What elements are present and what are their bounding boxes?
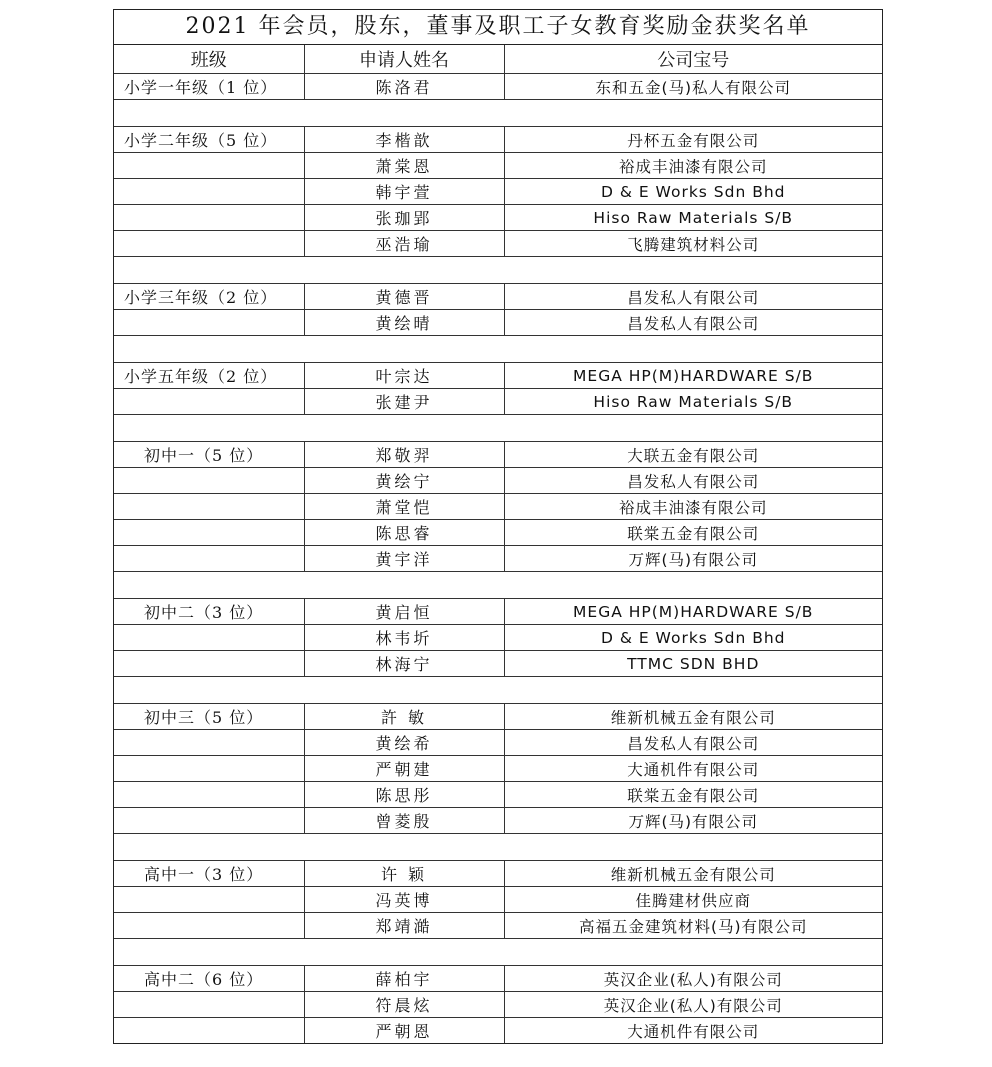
- grade-level-cell: 小学五年级（2 位）: [114, 363, 304, 389]
- applicant-name-cell: 陈洛君: [304, 74, 504, 100]
- grade-level-cell: 小学一年级（1 位）: [114, 74, 304, 100]
- applicant-name-cell: 萧棠恩: [304, 153, 504, 179]
- table-row: [114, 442, 882, 468]
- grade-level-cell: [114, 520, 304, 546]
- award-table: [114, 45, 882, 1043]
- applicant-name-cell: 冯英博: [304, 887, 504, 913]
- grade-level-cell: [114, 468, 304, 494]
- table-row: [114, 363, 882, 389]
- company-name-cell: 裕成丰油漆有限公司: [504, 153, 882, 179]
- grade-level-cell: [114, 992, 304, 1018]
- company-name-cell: 昌发私人有限公司: [504, 284, 882, 310]
- award-list-document: [113, 9, 883, 1044]
- applicant-name-cell: 陈思睿: [304, 520, 504, 546]
- company-name-cell: 飞腾建筑材料公司: [504, 231, 882, 257]
- company-name-cell: 英汉企业(私人)有限公司: [504, 992, 882, 1018]
- grade-level-cell: [114, 651, 304, 677]
- company-name-cell: 昌发私人有限公司: [504, 310, 882, 336]
- applicant-name-cell: 黄德晋: [304, 284, 504, 310]
- company-name-cell: D & E Works Sdn Bhd: [504, 625, 882, 651]
- company-name-cell: MEGA HP(M)HARDWARE S/B: [504, 599, 882, 625]
- company-name-cell: 大联五金有限公司: [504, 442, 882, 468]
- table-row: [114, 74, 882, 100]
- company-name-cell: 万辉(马)有限公司: [504, 546, 882, 572]
- group-separator-row: [114, 834, 882, 861]
- applicant-name-cell: 林韦圻: [304, 625, 504, 651]
- separator-cell: [114, 939, 882, 966]
- separator-cell: [114, 834, 882, 861]
- grade-level-cell: 高中二（6 位）: [114, 966, 304, 992]
- grade-level-cell: [114, 913, 304, 939]
- company-name-cell: Hiso Raw Materials S/B: [504, 205, 882, 231]
- table-row: [114, 546, 882, 572]
- header-company: 公司宝号: [504, 45, 882, 74]
- table-row: [114, 494, 882, 520]
- table-row: [114, 808, 882, 834]
- company-name-cell: 万辉(马)有限公司: [504, 808, 882, 834]
- applicant-name-cell: 黄绘晴: [304, 310, 504, 336]
- separator-cell: [114, 677, 882, 704]
- company-name-cell: 东和五金(马)私人有限公司: [504, 74, 882, 100]
- applicant-name-cell: 黄宇洋: [304, 546, 504, 572]
- grade-level-cell: [114, 756, 304, 782]
- company-name-cell: 昌发私人有限公司: [504, 468, 882, 494]
- grade-level-cell: 小学二年级（5 位）: [114, 127, 304, 153]
- table-row: [114, 389, 882, 415]
- applicant-name-cell: 黄绘希: [304, 730, 504, 756]
- company-name-cell: 联棠五金有限公司: [504, 782, 882, 808]
- company-name-cell: 裕成丰油漆有限公司: [504, 494, 882, 520]
- table-header-row: [114, 45, 882, 74]
- table-row: [114, 730, 882, 756]
- table-row: [114, 887, 882, 913]
- applicant-name-cell: 符晨炫: [304, 992, 504, 1018]
- applicant-name-cell: 許 敏: [304, 704, 504, 730]
- applicant-name-cell: 严朝恩: [304, 1018, 504, 1044]
- company-name-cell: D & E Works Sdn Bhd: [504, 179, 882, 205]
- applicant-name-cell: 萧堂恺: [304, 494, 504, 520]
- company-name-cell: 维新机械五金有限公司: [504, 861, 882, 887]
- grade-level-cell: [114, 546, 304, 572]
- separator-cell: [114, 415, 882, 442]
- table-row: [114, 861, 882, 887]
- table-row: [114, 310, 882, 336]
- grade-level-cell: [114, 625, 304, 651]
- group-separator-row: [114, 100, 882, 127]
- company-name-cell: 昌发私人有限公司: [504, 730, 882, 756]
- company-name-cell: Hiso Raw Materials S/B: [504, 389, 882, 415]
- group-separator-row: [114, 415, 882, 442]
- applicant-name-cell: 李楷歆: [304, 127, 504, 153]
- company-name-cell: 大通机件有限公司: [504, 756, 882, 782]
- header-level: 班级: [114, 45, 304, 74]
- company-name-cell: 英汉企业(私人)有限公司: [504, 966, 882, 992]
- table-row: [114, 179, 882, 205]
- applicant-name-cell: 黄绘宁: [304, 468, 504, 494]
- grade-level-cell: [114, 153, 304, 179]
- table-row: [114, 520, 882, 546]
- applicant-name-cell: 林海宁: [304, 651, 504, 677]
- table-row: [114, 782, 882, 808]
- group-separator-row: [114, 939, 882, 966]
- table-row: [114, 992, 882, 1018]
- grade-level-cell: 小学三年级（2 位）: [114, 284, 304, 310]
- grade-level-cell: [114, 730, 304, 756]
- grade-level-cell: 初中三（5 位）: [114, 704, 304, 730]
- applicant-name-cell: 张珈郢: [304, 205, 504, 231]
- group-separator-row: [114, 677, 882, 704]
- applicant-name-cell: 郑敬羿: [304, 442, 504, 468]
- grade-level-cell: [114, 389, 304, 415]
- applicant-name-cell: 许 颖: [304, 861, 504, 887]
- grade-level-cell: [114, 205, 304, 231]
- company-name-cell: 丹杯五金有限公司: [504, 127, 882, 153]
- table-row: [114, 966, 882, 992]
- applicant-name-cell: 严朝建: [304, 756, 504, 782]
- table-row: [114, 651, 882, 677]
- company-name-cell: 维新机械五金有限公司: [504, 704, 882, 730]
- table-row: [114, 625, 882, 651]
- applicant-name-cell: 薛柏宇: [304, 966, 504, 992]
- grade-level-cell: [114, 782, 304, 808]
- grade-level-cell: 初中一（5 位）: [114, 442, 304, 468]
- separator-cell: [114, 257, 882, 284]
- company-name-cell: 大通机件有限公司: [504, 1018, 882, 1044]
- applicant-name-cell: 黄启恒: [304, 599, 504, 625]
- applicant-name-cell: 叶宗达: [304, 363, 504, 389]
- applicant-name-cell: 韩宇萱: [304, 179, 504, 205]
- grade-level-cell: [114, 494, 304, 520]
- group-separator-row: [114, 572, 882, 599]
- table-row: [114, 1018, 882, 1044]
- table-row: [114, 231, 882, 257]
- table-row: [114, 468, 882, 494]
- company-name-cell: TTMC SDN BHD: [504, 651, 882, 677]
- applicant-name-cell: 张建尹: [304, 389, 504, 415]
- company-name-cell: 佳腾建材供应商: [504, 887, 882, 913]
- table-row: [114, 599, 882, 625]
- company-name-cell: 高福五金建筑材料(马)有限公司: [504, 913, 882, 939]
- table-row: [114, 127, 882, 153]
- applicant-name-cell: 郑靖澔: [304, 913, 504, 939]
- header-applicant-name: 申请人姓名: [304, 45, 504, 74]
- table-row: [114, 205, 882, 231]
- document-title: 2021 年会员，股东，董事及职工子女教育奖励金获奖名单: [114, 10, 882, 45]
- company-name-cell: 联棠五金有限公司: [504, 520, 882, 546]
- grade-level-cell: [114, 310, 304, 336]
- separator-cell: [114, 336, 882, 363]
- grade-level-cell: 高中一（3 位）: [114, 861, 304, 887]
- grade-level-cell: [114, 179, 304, 205]
- applicant-name-cell: 巫浩瑜: [304, 231, 504, 257]
- grade-level-cell: [114, 808, 304, 834]
- table-row: [114, 284, 882, 310]
- group-separator-row: [114, 257, 882, 284]
- table-row: [114, 913, 882, 939]
- applicant-name-cell: 曾菱殷: [304, 808, 504, 834]
- grade-level-cell: [114, 231, 304, 257]
- applicant-name-cell: 陈思彤: [304, 782, 504, 808]
- group-separator-row: [114, 336, 882, 363]
- grade-level-cell: 初中二（3 位）: [114, 599, 304, 625]
- grade-level-cell: [114, 887, 304, 913]
- table-row: [114, 704, 882, 730]
- company-name-cell: MEGA HP(M)HARDWARE S/B: [504, 363, 882, 389]
- separator-cell: [114, 100, 882, 127]
- separator-cell: [114, 572, 882, 599]
- grade-level-cell: [114, 1018, 304, 1044]
- table-row: [114, 153, 882, 179]
- table-row: [114, 756, 882, 782]
